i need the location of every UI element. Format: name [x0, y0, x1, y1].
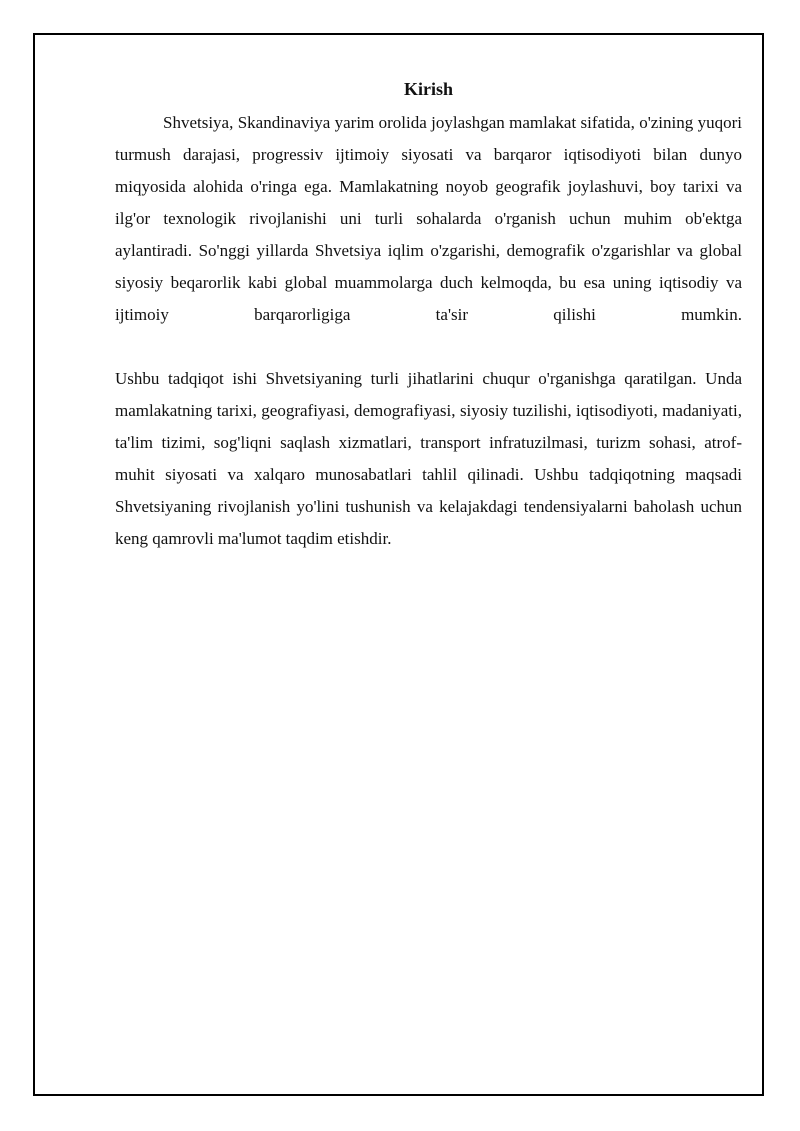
intro-paragraph-2: Ushbu tadqiqot ishi Shvetsiyaning turli jihatlarini chuqur o'rganishga qaratilgan. Unda mamlakatning tarixi, geografiyasi, demografiyasi, siyosiy tuzilishi, iqtisodiyoti, madaniyati, ta'lim tizimi, sog'liqni saqlash xizmatlari, transport infratuzilmasi, turizm sohasi, atrof-muhit siyosati va xalqaro munosabatlari tahlil qilinadi. Ushbu tadqiqotning maqsadi Shvetsiyaning rivojlanish yo'lini tushunish va kelajakdagi tendensiyalarni baholash uchun keng qamrovli ma'lumot taqdim etishdir. [115, 369, 742, 548]
paragraph-spacer [115, 331, 742, 363]
document-body [115, 76, 742, 555]
page-title: Kirish [403, 79, 453, 99]
intro-paragraph-1: Shvetsiya, Skandinaviya yarim orolida joylashgan mamlakat sifatida, o'zining yuqori turmush darajasi, progressiv ijtimoiy siyosati va barqaror iqtisodiyoti bilan dunyo miqyosida alohida o'ringa ega. Mamlakatning noyob geografik joylashuvi, boy tarixi va ilg'or texnologik rivojlanishi uni turli sohalarda o'rganish uchun muhim ob'ektga aylantiradi. So'nggi yillarda Shvetsiya iqlim o'zgarishi, demografik o'zgarishlar va global siyosiy beqarorlik kabi global muammolarga duch kelmoqda, bu esa uning iqtisodiy va ijtimoiy barqarorligiga ta'sir qilishi mumkin. [115, 113, 742, 324]
